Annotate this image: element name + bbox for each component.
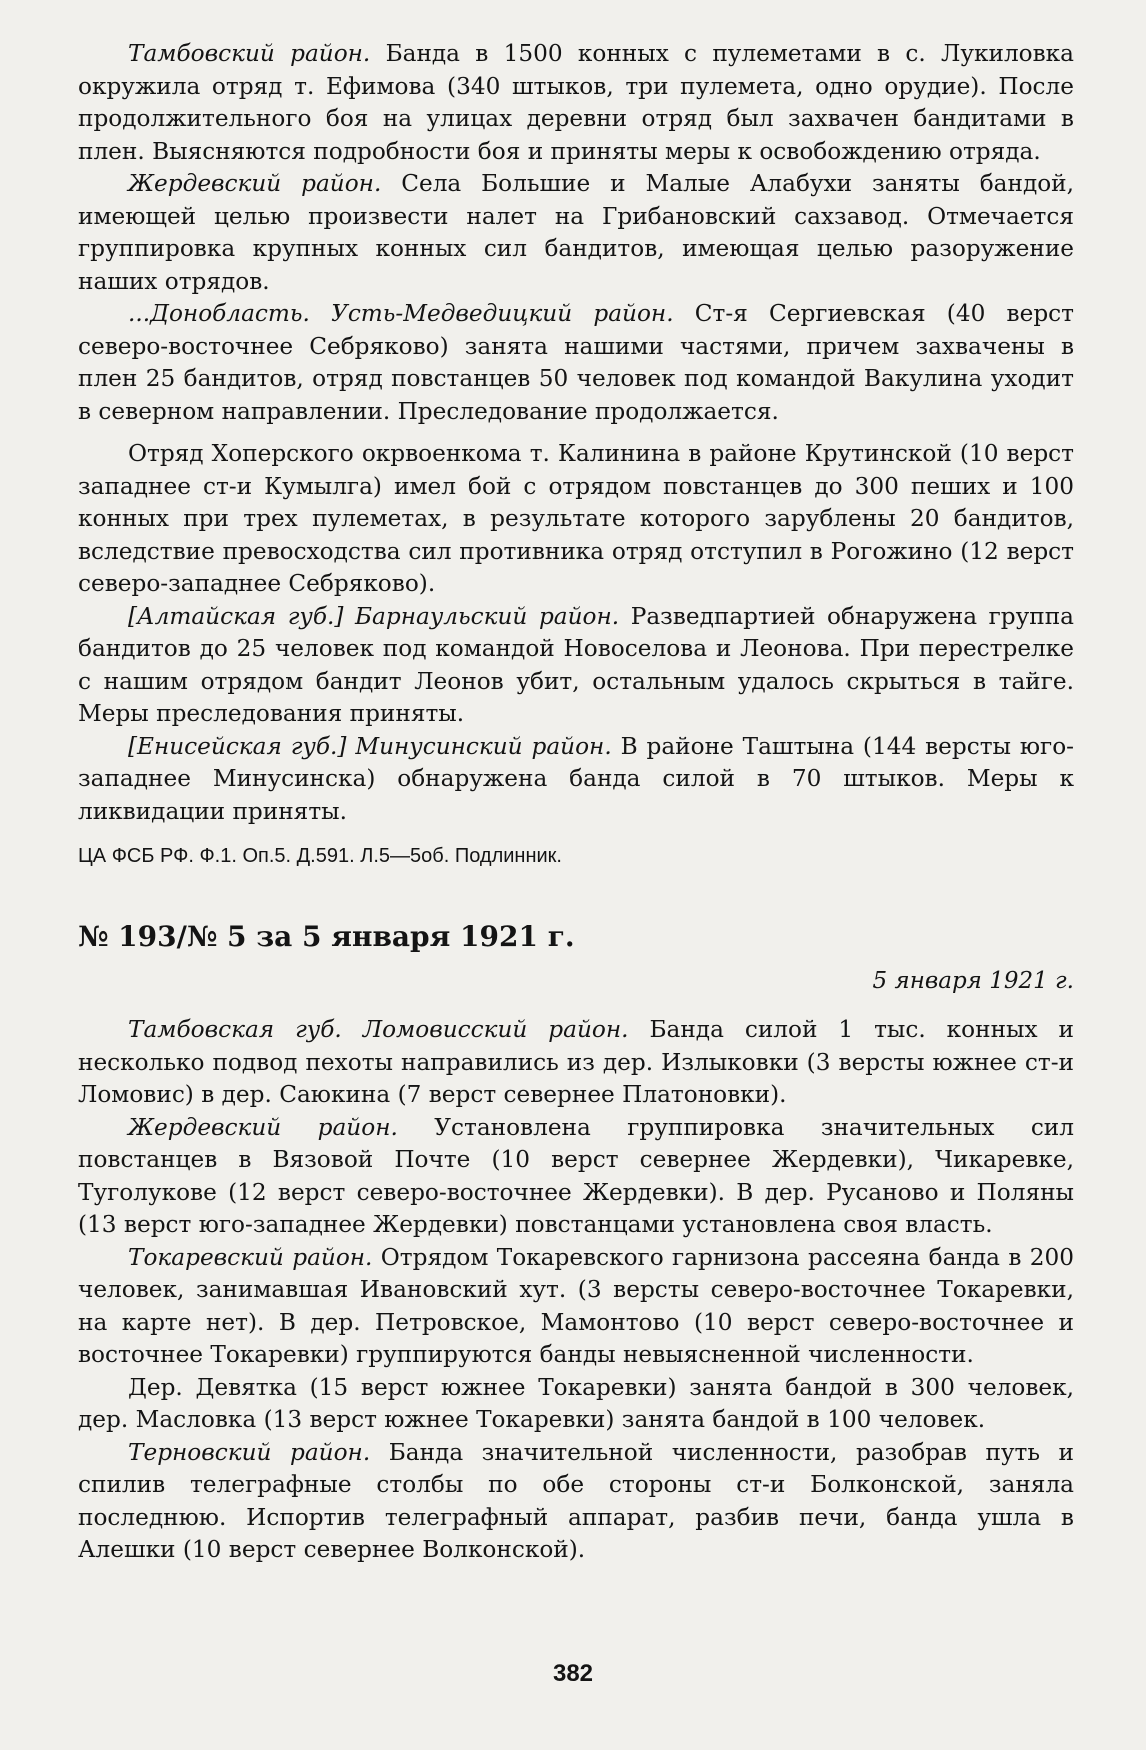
paragraph	[78, 298, 1074, 428]
paragraph-text: Отрядом Токаревского гарнизона рассеяна банда в 200 человек, занимавшая Ивановский хут. (3 версты северо-восточнее Токаревки, на карте нет). В дер. Петровское, Мамонтово (10 верст северо-восточнее и восточнее Токаревки) группируются банды невыясненной численности.	[78, 1243, 1075, 1368]
paragraph-text: Банда значительной численности, разобрав путь и спилив телеграфные столбы по обе стороны ст-и Болконской, заняла последнюю. Испортив телеграфный аппарат, разбив печи, банда ушла в Алешки (10 верст севернее Волконской).	[78, 1438, 1074, 1563]
document-date: 5 января 1921 г.	[872, 968, 1074, 994]
paragraph-lead: [Енисейская губ.] Минусинский район.	[128, 732, 612, 760]
paragraph-text: Банда в 1500 конных с пулеметами в с. Лукиловка окружила отряд т. Ефимова (340 штыков, три пулемета, одно орудие). После продолжительного боя на улицах деревни отряд был захвачен бандитами в плен. Выясняются подробности боя и приняты меры к освобождению отряда.	[78, 40, 1075, 165]
paragraph-lead: Тамбовская губ. Ломовисский район.	[128, 1016, 629, 1043]
paragraph-lead: Жердевский район.	[128, 1113, 398, 1141]
paragraph	[78, 438, 1074, 601]
paragraph	[78, 1242, 1074, 1372]
paragraph-text: Ст-я Сергиевская (40 верст северо-восточнее Себряково) занята нашими частями, причем захвачены в плен 25 бандитов, отряд повстанцев 50 человек под командой Вакулина уходит в северном направлении. Преследование продолжается.	[78, 300, 1074, 425]
paragraph-text: Дер. Девятка (15 верст южнее Токаревки) занята бандой в 300 человек, дер. Масловка (13 верст южнее Токаревки) занята бандой в 100 человек.	[78, 1373, 1074, 1433]
paragraph-lead: Терновский район.	[128, 1438, 371, 1466]
paragraph	[78, 1112, 1074, 1242]
paragraph-text: Разведпартией обнаружена группа бандитов до 25 человек под командой Новоселова и Леонова. При перестрелке с нашим отрядом бандит Леонов убит, остальным удалось скрыться в тайге. Меры преследования приняты.	[78, 602, 1074, 727]
document-heading: № 193/№ 5 за 5 января 1921 г.	[78, 920, 575, 953]
continued-report	[78, 38, 1074, 870]
paragraph-text: Банда силой 1 тыс. конных и несколько подвод пехоты направились из дер. Излыковки (3 версты южнее ст-и Ломовис) в дер. Саюкина (7 верст севернее Платоновки).	[78, 1016, 1074, 1108]
page-number: 382	[552, 1660, 594, 1687]
archive-source: ЦА ФСБ РФ. Ф.1. Оп.5. Д.591. Л.5—5об. Подлинник.	[78, 845, 562, 867]
paragraph	[78, 1372, 1074, 1437]
paragraph	[78, 1014, 1074, 1112]
paragraph-text: Села Большие и Малые Алабухи заняты бандой, имеющей целью произвести налет на Грибановский сахзавод. Отмечается группировка крупных конных сил бандитов, имеющая целью разоружение наших отрядов.	[78, 170, 1075, 295]
paragraph	[78, 1437, 1074, 1567]
paragraph-lead: ...Донобласть. Усть-Медведицкий район.	[128, 300, 674, 327]
paragraph-text: Отряд Хоперского окрвоенкома т. Калинина в районе Крутинской (10 верст западнее ст-и Кумылга) имел бой с отрядом повстанцев до 300 пеших и 100 конных при трех пулеметах, в результате которого зарублены 20 бандитов, вследствие превосходства сил противника отряд отступил в Рогожино (12 верст северо-западнее Себряково).	[78, 440, 1074, 597]
paragraph-lead: Жердевский район.	[128, 170, 382, 197]
paragraph-lead: [Алтайская губ.] Барнаульский район.	[128, 602, 620, 630]
paragraph-text: В районе Таштына (144 версты юго-западнее Минусинска) обнаружена банда силой в 70 штыков. Меры к ликвидации приняты.	[78, 732, 1074, 825]
paragraph	[78, 38, 1074, 168]
document-193	[78, 920, 1074, 1567]
paragraph	[78, 731, 1074, 829]
paragraph-lead: Тамбовский район.	[128, 40, 371, 67]
paragraph	[78, 601, 1074, 731]
paragraph	[78, 168, 1074, 298]
paragraph-lead: Токаревский район.	[128, 1243, 373, 1271]
paragraph-text: Установлена группировка значительных сил повстанцев в Вязовой Почте (10 верст севернее Жердевки), Чикаревке, Туголукове (12 верст северо-восточнее Жердевки). В дер. Русаново и Поляны (13 верст юго-западнее Жердевки) повстанцами установлена своя власть.	[78, 1113, 1074, 1238]
